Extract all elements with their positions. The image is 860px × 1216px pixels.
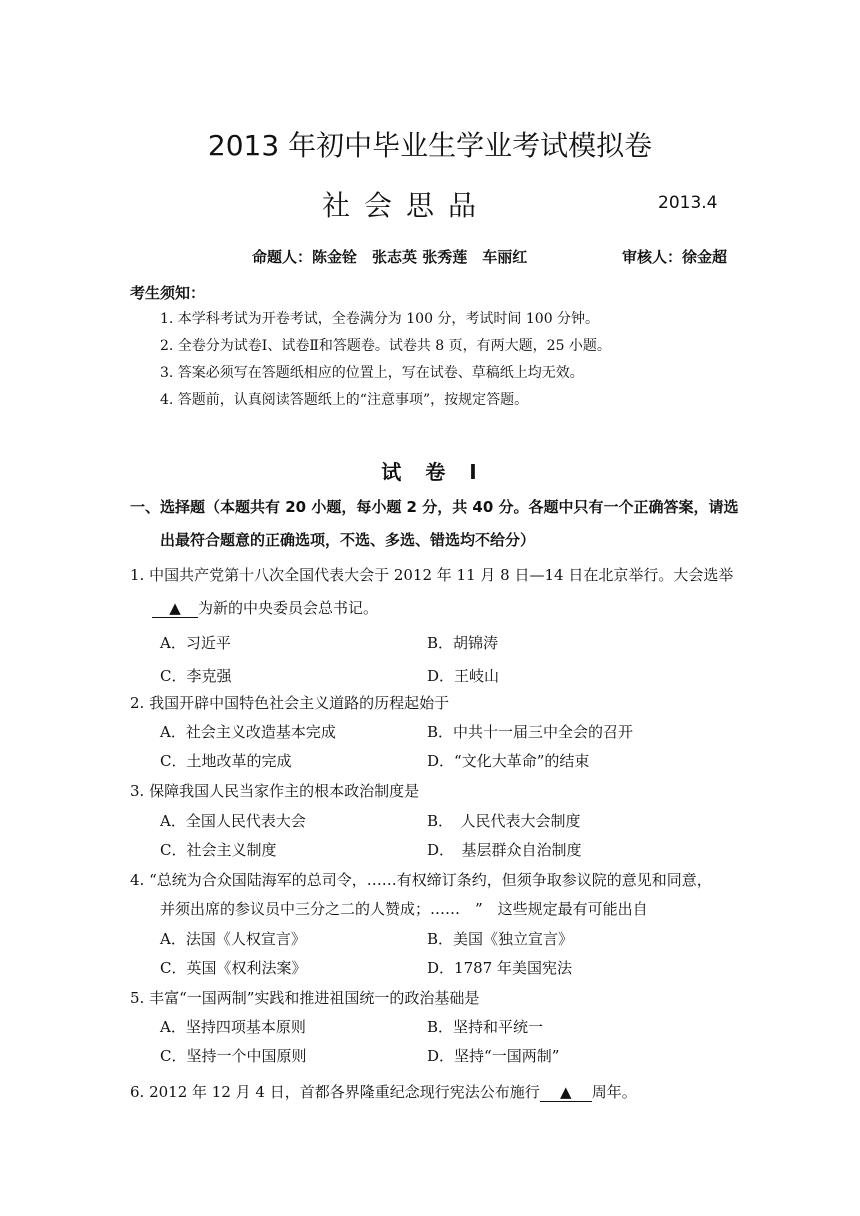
answer-blank[interactable]: ▲ bbox=[540, 1084, 592, 1102]
q4-option-c: C．英国《权利法案》 bbox=[160, 959, 307, 977]
exam-date: 2013.4 bbox=[658, 193, 718, 213]
notice-item: 4. 答题前，认真阅读答题纸上的“注意事项”，按规定答题。 bbox=[160, 392, 529, 408]
q3-option-a: A．全国人民代表大会 bbox=[160, 812, 306, 830]
reviewer-line: 审核人：徐金超 bbox=[622, 248, 728, 266]
q3-option-c: C．社会主义制度 bbox=[160, 841, 277, 859]
question-4: 4. “总统为合众国陆海军的总司令，……有权缔订条约，但须争取参议院的意见和同意， bbox=[130, 871, 712, 889]
notice-heading: 考生须知： bbox=[130, 284, 206, 302]
q1-option-a: A．习近平 bbox=[160, 634, 231, 652]
q4-option-d: D．1787 年美国宪法 bbox=[427, 959, 572, 977]
authors-line: 命题人：陈金铨 张志英 张秀莲 车丽红 bbox=[252, 248, 528, 266]
question-6-text: 6. 2012 年 12 月 4 日，首都各界隆重纪念现行宪法公布施行 bbox=[130, 1083, 540, 1101]
q5-option-d: D．坚持“一国两制” bbox=[427, 1047, 560, 1065]
question-3: 3. 保障我国人民当家作主的根本政治制度是 bbox=[130, 782, 420, 800]
notice-item: 1. 本学科考试为开卷考试，全卷满分为 100 分，考试时间 100 分钟。 bbox=[160, 311, 600, 327]
paper-title: 试 卷 Ⅰ bbox=[381, 460, 479, 484]
question-5: 5. 丰富“一国两制”实践和推进祖国统一的政治基础是 bbox=[130, 989, 480, 1007]
question-1-cont bbox=[152, 597, 378, 618]
q1-option-c: C．李克强 bbox=[160, 667, 232, 685]
q3-option-b: B． 人民代表大会制度 bbox=[427, 812, 581, 830]
exam-title: 2013 年初中毕业生学业考试模拟卷 bbox=[207, 129, 653, 162]
q1-option-d: D．王岐山 bbox=[427, 667, 500, 685]
subject-title: 社会思品 bbox=[322, 189, 491, 222]
question-2: 2. 我国开辟中国特色社会主义道路的历程起始于 bbox=[130, 694, 450, 712]
section-instructions: 一、选择题（本题共有 20 小题，每小题 2 分，共 40 分。各题中只有一个正确答案，请选 bbox=[130, 498, 739, 516]
section-instructions-cont: 出最符合题意的正确选项，不选、多选、错选均不给分） bbox=[160, 531, 536, 549]
notice-item: 3. 答案必须写在答题纸相应的位置上，写在试卷、草稿纸上均无效。 bbox=[160, 365, 584, 381]
notice-item: 2. 全卷分为试卷Ⅰ、试卷Ⅱ和答题卷。试卷共 8 页，有两大题，25 小题。 bbox=[160, 338, 611, 354]
q2-option-b: B．中共十一届三中全会的召开 bbox=[427, 723, 634, 741]
answer-blank[interactable]: ▲ bbox=[152, 600, 198, 618]
question-6 bbox=[130, 1081, 637, 1102]
question-6-tail: 周年。 bbox=[591, 1083, 637, 1101]
question-1: 1. 中国共产党第十八次全国代表大会于 2012 年 11 月 8 日—14 日在北京举行。大会选举 bbox=[130, 566, 734, 584]
q4-option-b: B．美国《独立宣言》 bbox=[427, 930, 574, 948]
q5-option-a: A．坚持四项基本原则 bbox=[160, 1018, 306, 1036]
q2-option-a: A．社会主义改造基本完成 bbox=[160, 723, 336, 741]
question-1-tail: 为新的中央委员会总书记。 bbox=[198, 599, 379, 617]
q5-option-c: C．坚持一个中国原则 bbox=[160, 1047, 307, 1065]
q4-option-a: A．法国《人权宣言》 bbox=[160, 930, 306, 948]
q1-option-b: B．胡锦涛 bbox=[427, 634, 499, 652]
question-4-cont: 并须出席的参议员中三分之二的人赞成；…… ” 这些规定最有可能出自 bbox=[160, 900, 648, 918]
q5-option-b: B．坚持和平统一 bbox=[427, 1018, 544, 1036]
q2-option-c: C．土地改革的完成 bbox=[160, 752, 292, 770]
q2-option-d: D．“文化大革命”的结束 bbox=[427, 752, 590, 770]
q3-option-d: D． 基层群众自治制度 bbox=[427, 841, 582, 859]
